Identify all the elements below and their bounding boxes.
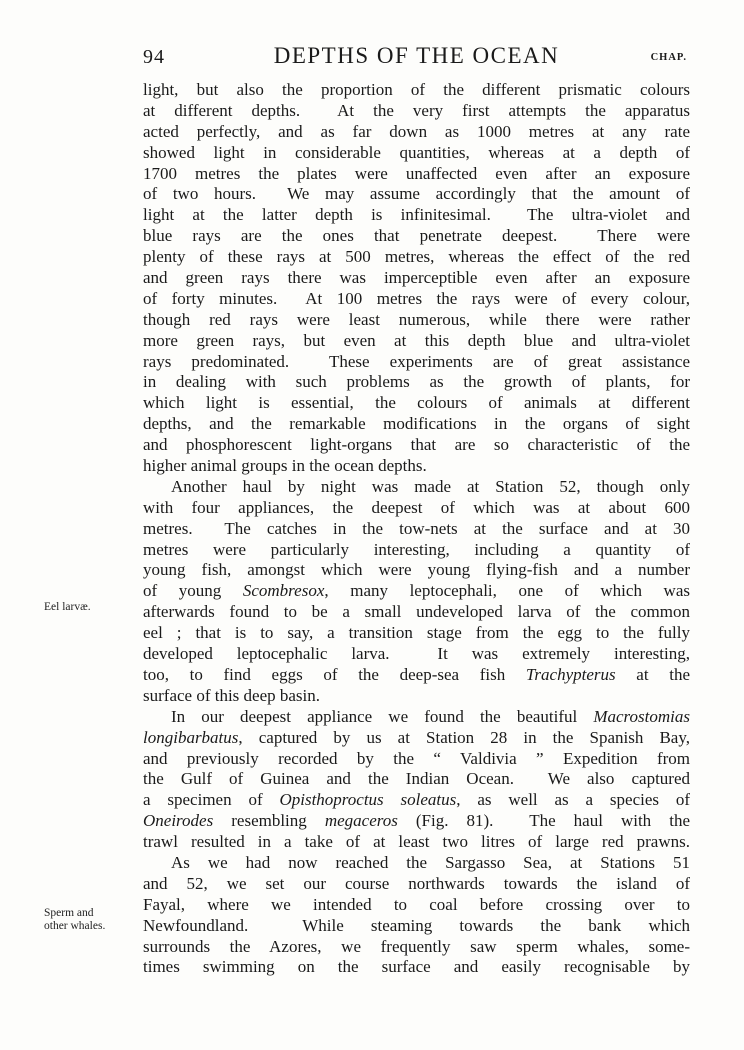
- text-line: rays predominated. These experiments are of great assistance: [143, 351, 690, 371]
- text-line: metres. The catches in the tow-nets at the surface and at 30: [143, 518, 690, 538]
- text-line: which light is essential, the colours of animals at different: [143, 393, 690, 413]
- text-line: As we had now reached the Sargasso Sea, at Stations 51: [171, 852, 690, 872]
- margin-note-line: other whales.: [44, 920, 106, 932]
- text-line: longibarbatus, captured by us at Station 28 in the Spanish Bay,: [143, 727, 690, 747]
- text-line: at different depths. At the very first attempts the apparatus: [143, 100, 690, 120]
- page-number: 94: [143, 46, 165, 68]
- text-line: and 52, we set our course northwards towards the island of: [143, 873, 690, 893]
- text-line: Oneirodes resembling megaceros (Fig. 81). The haul with the: [143, 811, 690, 831]
- text-line: and green rays there was imperceptible even after an exposure: [143, 268, 690, 288]
- text-line: developed leptocephalic larva. It was extremely interesting,: [143, 644, 690, 664]
- text-line: and previously recorded by the “ Valdivia ” Expedition from: [143, 748, 690, 768]
- page-body: [143, 80, 690, 978]
- text-line: in dealing with such problems as the growth of plants, for: [143, 372, 690, 392]
- text-line: showed light in considerable quantities, whereas at a depth of: [143, 142, 690, 162]
- text-line: of forty minutes. At 100 metres the rays were of every colour,: [143, 288, 690, 308]
- margin-note: [44, 907, 138, 933]
- text-line: 1700 metres the plates were unaffected even after an exposure: [143, 163, 690, 183]
- text-line: a specimen of Opisthoproctus soleatus, as well as a species of: [143, 790, 690, 810]
- text-line: though red rays were least numerous, while there were rather: [143, 309, 690, 329]
- text-line: eel ; that is to say, a transition stage from the egg to the fully: [143, 623, 690, 643]
- text-line: and phosphorescent light-organs that are so characteristic of the: [143, 435, 690, 455]
- text-line: young fish, amongst which were young flying-fish and a number: [143, 560, 690, 580]
- text-line: light, but also the proportion of the different prismatic colours: [143, 80, 690, 99]
- text-line: with four appliances, the deepest of which was at about 600: [143, 497, 690, 517]
- text-line: surface of this deep basin.: [143, 685, 321, 705]
- margin-note-line: Eel larvæ.: [44, 601, 91, 613]
- running-head-title: DEPTHS OF THE OCEAN: [273, 43, 560, 68]
- text-line: of young Scombresox, many leptocephali, one of which was: [143, 581, 690, 601]
- text-line: higher animal groups in the ocean depths.: [143, 456, 427, 476]
- margin-note-line: Sperm and: [44, 907, 94, 919]
- text-line: acted perfectly, and as far down as 1000 metres at any rate: [143, 121, 690, 141]
- text-line: depths, and the remarkable modifications in the organs of sight: [143, 414, 690, 434]
- text-line: more green rays, but even at this depth blue and ultra-violet: [143, 330, 690, 350]
- text-line: the Gulf of Guinea and the Indian Ocean. We also captured: [143, 769, 690, 789]
- text-line: light at the latter depth is infinitesimal. The ultra-violet and: [143, 205, 690, 225]
- text-line: Newfoundland. While steaming towards the bank which: [143, 915, 690, 935]
- chapter-label: CHAP.: [650, 52, 687, 63]
- text-line: afterwards found to be a small undeveloped larva of the common: [143, 602, 690, 622]
- text-line: surrounds the Azores, we frequently saw sperm whales, some-: [143, 936, 690, 956]
- margin-note: [44, 601, 138, 614]
- text-line: blue rays are the ones that penetrate deepest. There were: [143, 226, 690, 246]
- text-line: Another haul by night was made at Station 52, though only: [171, 476, 690, 496]
- text-line: trawl resulted in a take of at least two litres of large red prawns.: [143, 832, 690, 852]
- text-line: In our deepest appliance we found the beautiful Macrostomias: [171, 706, 690, 726]
- text-line: times swimming on the surface and easily recognisable by: [143, 957, 690, 977]
- text-line: Fayal, where we intended to coal before crossing over to: [143, 894, 690, 914]
- text-line: too, to find eggs of the deep-sea fish Trachypterus at the: [143, 664, 690, 684]
- text-line: metres were particularly interesting, including a quantity of: [143, 539, 690, 559]
- text-line: of two hours. We may assume accordingly that the amount of: [143, 184, 690, 204]
- text-line: plenty of these rays at 500 metres, whereas the effect of the red: [143, 247, 690, 267]
